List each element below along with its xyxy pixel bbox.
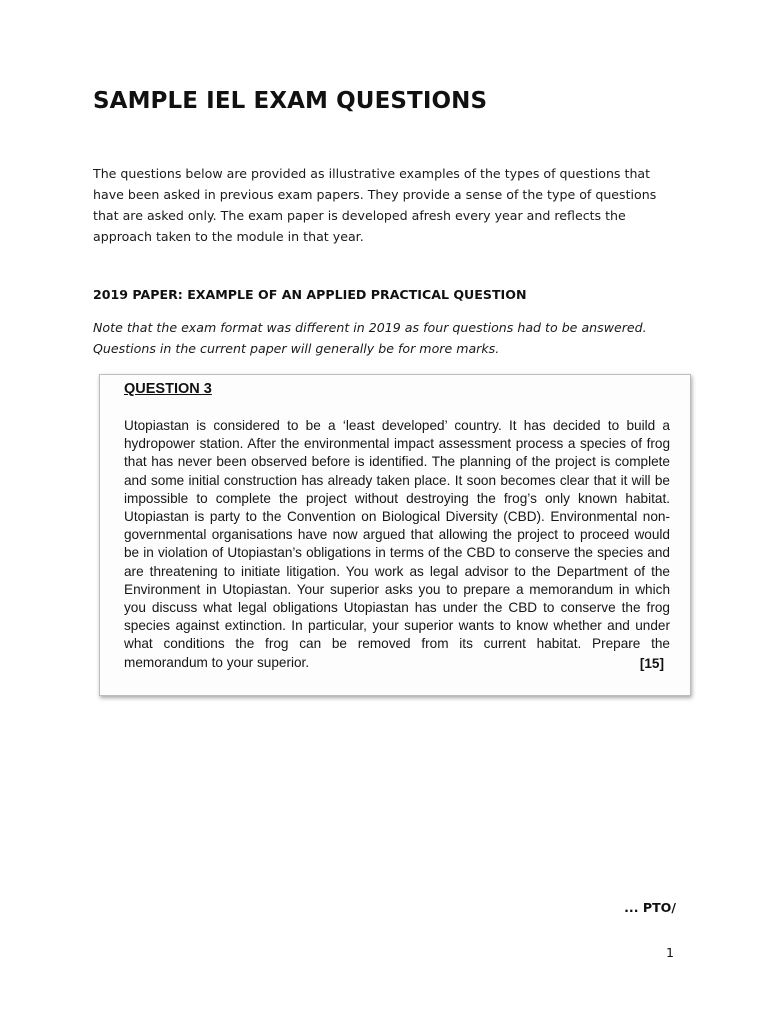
question-marks: [15] [639, 656, 664, 671]
section-heading: 2019 PAPER: EXAMPLE OF AN APPLIED PRACTICAL QUESTION [93, 287, 527, 302]
pto-marker: ... PTO/ [624, 900, 676, 915]
question-label: QUESTION 3 [124, 381, 212, 397]
exam-format-note: Note that the exam format was different in 2019 as four questions had to be answered. Questions in the current paper will generally be for more marks. [93, 320, 647, 356]
page-title: SAMPLE IEL EXAM QUESTIONS [93, 88, 488, 114]
intro-paragraph: The questions below are provided as illustrative examples of the types of questions that have been asked in previous exam papers. They provide a sense of the type of questions that are asked only. The exam paper is developed afresh every year and reflects the approach taken to the module in that year. [93, 166, 657, 244]
question-box [99, 374, 691, 696]
question-text: Utopiastan is considered to be a ‘least developed’ country. It has decided to build a hydropower station. After the environmental impact assessment process a species of frog that has never been observed before is identified. The planning of the project is complete and some initial construction has already taken place. It soon becomes clear that it will be impossible to complete the project without destroying the frog’s only known habitat. Utopiastan is party to the Convention on Biological Diversity (CBD). Environmental non-governmental organisations have now argued that allowing the project to proceed would be in violation of Utopiastan’s obligations in terms of the CBD to conserve the species and are threatening to initiate litigation. You work as legal advisor to the Department of the Environment in Utopiastan. Your superior asks you to prepare a memorandum in which you discuss what legal obligations Utopiastan has under the CBD to conserve the frog species against extinction. In particular, your superior wants to know whether and under what conditions the frog can be removed from its current habitat. Prepare the memorandum to your superior. [124, 418, 670, 670]
page-number: 1 [665, 945, 674, 960]
